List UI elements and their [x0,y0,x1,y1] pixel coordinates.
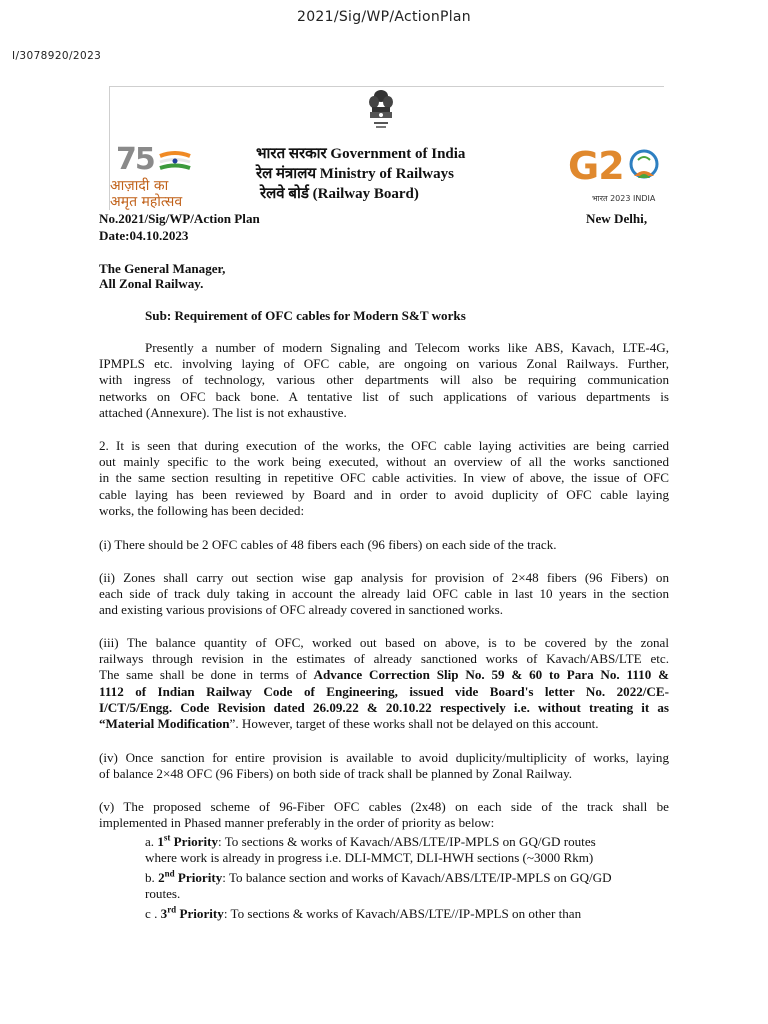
priority-text: : To sections & works of Kavach/ABS/LTE/IP-MPLS on GQ/GD routes [218,834,596,849]
priority-item-2 [145,870,669,902]
page-header: 2021/Sig/WP/ActionPlan [297,9,471,25]
paragraph-2 [99,438,669,519]
clause-iii-text: ”. However, target of these works shall not be delayed on this account. [229,716,599,732]
clause-iii-line: 1112 of Indian Railway Code of Engineering, issued vide Board's letter No. 2022/CE- [99,683,669,699]
logo-text-line1: आज़ादी का [110,178,169,194]
paragraph-1-line: IPMPLS etc. involving laying of OFC cable, are ongoing on various Zonal Railways. Further, [99,356,669,372]
paragraph-1-line: networks on OFC back bone. A tentative list of such applications of various departments is [99,388,669,404]
azadi-ka-amrit-mahotsav-logo [108,142,208,208]
priority-marker: a. [145,834,158,849]
ministry-title-block [256,144,516,204]
priority-number: 2 [158,870,165,885]
logo-text-line2: अमृत महोत्सव [110,194,183,210]
national-emblem-icon [366,89,396,133]
ministry-line-1: भारत सरकार Government of India [256,146,466,162]
clause-iii-bold: I/CT/5/Engg. Code Revision dated 26.09.22 & 20.10.22 respectively i.e [99,699,527,715]
letter-number: No.2021/Sig/WP/Action Plan [99,211,260,226]
ministry-line-2: रेल मंत्रालय Ministry of Railways [256,166,454,182]
clause-ii-line: and existing various provisions of OFC already covered in sanctioned works. [99,602,504,618]
clause-v-line: implemented in Phased manner preferably in the order of priority as below: [99,815,495,831]
addressee-line-1: The General Manager, [99,261,226,276]
g20-caption: भारत 2023 INDIA [592,194,656,203]
priority-item-3 [145,906,669,922]
clause-v [99,799,669,831]
priority-line [145,906,669,922]
priority-word: Priority [174,870,223,885]
paragraph-1-line: with ingress of technology, various other departments will also be requiring communication [99,372,669,388]
priority-continuation: where work is already in progress i.e. DLI-MMCT, DLI-HWH sections (~3000 Rkm) [145,850,594,866]
clause-v-line: (v) The proposed scheme of 96-Fiber OFC cables (2x48) on each side of the track shall be [99,799,669,814]
clause-i [99,537,669,553]
clause-iii-bold: Advance Correction Slip No. 59 & 60 to Para No. 1110 & [313,667,669,683]
paragraph-1-line: attached (Annexure). The list is not exhaustive. [99,404,347,420]
clause-iii-line [99,667,669,683]
priority-line [145,870,669,886]
priority-line [145,834,669,850]
clause-iii-line: railways through revision in the estimates of already sanctioned works of Kavach/ABS/LTE etc. [99,651,669,667]
g20-text [568,144,624,188]
priority-word: Priority [170,834,219,849]
g20-logo [568,144,664,206]
clause-ii-line: (ii) Zones shall carry out section wise gap analysis for provision of 2×48 fibers (96 Fibers) on [99,570,669,585]
priority-number: 1 [157,834,164,849]
logo-number: 75 [116,142,154,177]
addressee-line-2: All Zonal Railway. [99,276,204,291]
clause-iii-bold: . without treating it as [526,699,669,715]
priority-item-1 [145,834,669,866]
paragraph-1-line: Presently a number of modern Signaling and Telecom works like ABS, Kavach, LTE-4G, [145,340,669,355]
paragraph-2-line: cable laying has been reviewed by Board and in order to avoid duplicity of OFC cable laying [99,486,669,502]
clause-ii [99,570,669,619]
priority-ordinal: st [163,832,171,843]
paragraph-1 [99,340,669,421]
paragraph-2-line: works, the following has been decided: [99,502,305,518]
subject-line: Sub: Requirement of OFC cables for Modern S&T works [145,308,466,323]
clause-iii-bold: “Material Modification [99,716,230,732]
priority-text: : To sections & works of Kavach/ABS/LTE//IP-MPLS on other than [223,906,582,921]
file-reference: I/3078920/2023 [12,50,102,62]
clause-iv-line: (iv) Once sanction for entire provision is available to avoid duplicity/multiplicity of works, laying [99,750,669,765]
priority-number: 3 [160,906,168,921]
clause-iv [99,750,669,782]
priority-marker: b. [145,870,159,885]
clause-iv-line: of balance 2×48 OFC (96 Fibers) on both side of track shall be planned by Zonal Railway. [99,766,573,782]
g20-globe-lotus-icon [628,148,660,184]
g20-text-g2: G2 [568,144,624,188]
priority-marker: c . [145,906,161,921]
clause-iii [99,635,669,732]
priority-ordinal: nd [164,868,175,879]
priority-text: : To balance section and works of Kavach/ABS/LTE/IP-MPLS on GQ/GD [222,870,612,885]
clause-iii-line [99,716,669,732]
clause-ii-line: each side of track duly taking in account the already laid OFC cable in last 10 years in the section [99,586,669,602]
ministry-line-3: रेलवे बोर्ड (Railway Board) [260,186,419,202]
letterhead-border-top [109,86,664,87]
tricolour-ring-icon [158,150,192,172]
clause-iii-line: (iii) The balance quantity of OFC, worked out based on above, is to be covered by the zonal [99,635,669,650]
paragraph-2-line: 2. It is seen that during execution of the works, the OFC cable laying activities are being carried [99,438,669,453]
place: New Delhi, [586,211,648,226]
paragraph-2-line: out mainly specific to the work being executed, without an overview of all the works sanctioned [99,454,669,470]
paragraph-2-line: in the same section resulting in repetitive OFC cable activities. In view of above, the issue of OFC [99,470,669,486]
priority-word: Priority [176,906,224,921]
clause-iii-line [99,700,669,716]
letter-date: Date:04.10.2023 [99,228,189,243]
clause-iii-text: The same shall be done in terms of [99,667,314,683]
priority-continuation: routes. [145,886,181,902]
priority-ordinal: rd [167,904,177,915]
clause-i-line: (i) There should be 2 OFC cables of 48 fibers each (96 fibers) on each side of the track. [99,537,557,552]
